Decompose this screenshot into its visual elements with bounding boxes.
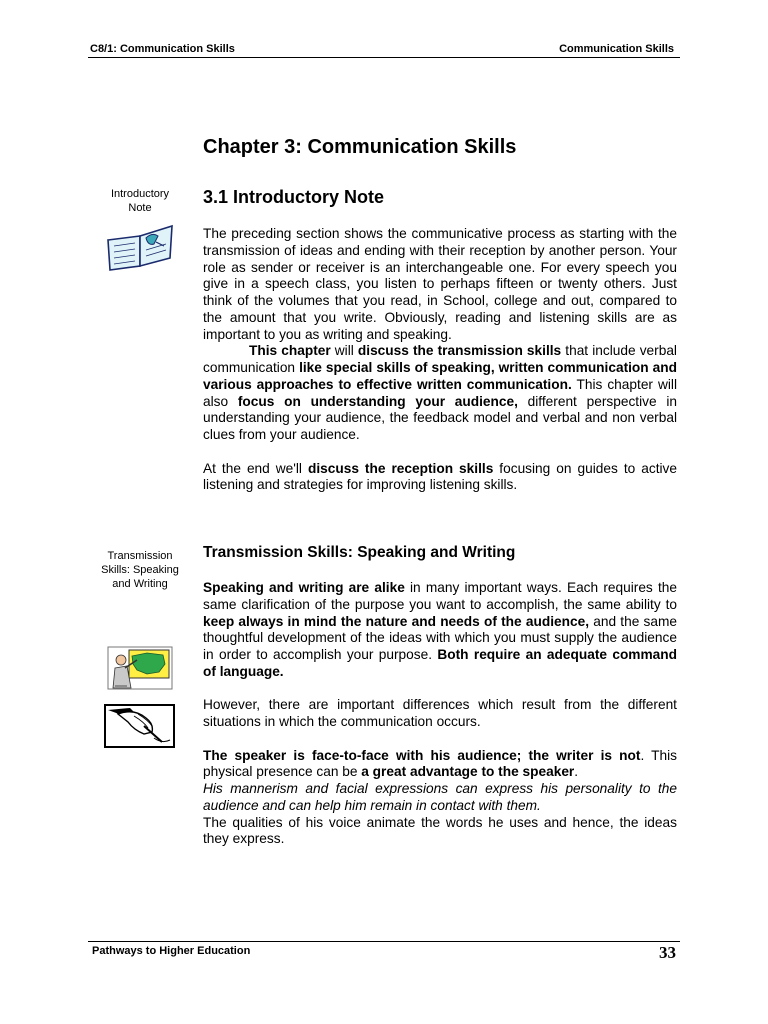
section1-paragraph-3 [203,461,677,495]
section2-paragraph-1 [203,580,677,681]
s2p3-span-c: a great advantage to the speaker [361,764,575,780]
p2-span-g: focus on understanding your audience, [237,393,518,409]
open-book-icon [106,222,174,272]
s2p1-span-d: and the same thoughtful development of the ideas with which you must supply the audience in order to accomplish your purpose. [203,613,677,662]
s2p1-span-b: in many important ways. Each requires the same clarification of the purpose you want to accomplish, the same ability to [203,580,677,612]
p3-span-a: At the end we'll [203,460,308,476]
chapter-title: Chapter 3: Communication Skills [203,136,517,158]
s2p1-span-e: Both require an adequate command of language. [203,647,677,679]
section2-paragraph-4: His mannerism and facial expressions can express his personality to the audience and can help him remain in contact with them. [203,781,677,813]
side-label-transmission-skills: Transmission Skills: Speaking and Writing [101,550,179,590]
p3-span-b: discuss the reception skills [307,460,494,476]
p2-span-d: that include verbal communication [203,343,677,375]
p2-span-b: will [330,343,358,359]
section1-paragraph-2 [203,343,677,444]
side-label-introductory-note: Introductory Note [110,188,170,214]
section-heading-introductory-note: 3.1 Introductory Note [203,187,385,207]
section-heading-transmission-skills: Transmission Skills: Speaking and Writing [203,544,516,561]
s2p3-span-a: The speaker is face-to-face with his audience; the writer is not [203,747,641,763]
section2-body [203,580,677,848]
s2p1-span-c: keep always in mind the nature and needs of the audience, [203,613,589,629]
header-left: C8/1: Communication Skills [90,43,235,55]
footer-title: Pathways to Higher Education [92,945,251,957]
s2p3-span-b: . This physical presence can be [203,747,678,780]
header-right: Communication Skills [559,43,674,55]
page-number: 33 [659,943,676,962]
s2p1-span-a: Speaking and writing are alike [203,580,405,595]
section2-paragraph-5: The qualities of his voice animate the words he uses and hence, the ideas they express. [203,814,677,847]
section2-paragraph-3 [203,748,677,782]
p2-span-h: different perspective in understanding your audience, the feedback model and verbal and non verbal clues from your audience. [203,393,677,442]
teacher-map-icon [107,646,173,690]
section2-paragraph-2: However, there are important differences which result from the different situations in which the communication occurs. [203,697,677,729]
writing-hand-icon [104,704,175,748]
footer-rule [88,941,680,942]
p2-span-a: This chapter [249,343,331,359]
p2-span-c: discuss the transmission skills [357,343,562,359]
s2p3-span-d: . [574,764,579,780]
section1-body [203,226,677,494]
p2-span-e: like special skills of speaking, written communication and various approaches to effective written communication. [203,360,677,392]
p2-span-f: This chapter will also [203,376,677,409]
p3-span-c: focusing on guides to active listening and strategies for improving listening skills. [203,460,677,493]
header-rule [88,57,680,58]
section1-paragraph-1: The preceding section shows the communicative process as starting with the transmission of ideas and ending with their reception by another person. Your role as sender or receiver is an interchangeable one. For every speech you give in a speech class, you listen to perhaps fifteen or twenty others. Just think of the volumes that you read, in School, college and out, compared to the amount that you write. Obviously, reading and listening skills are as important to you as writing and speaking. [203,226,677,342]
